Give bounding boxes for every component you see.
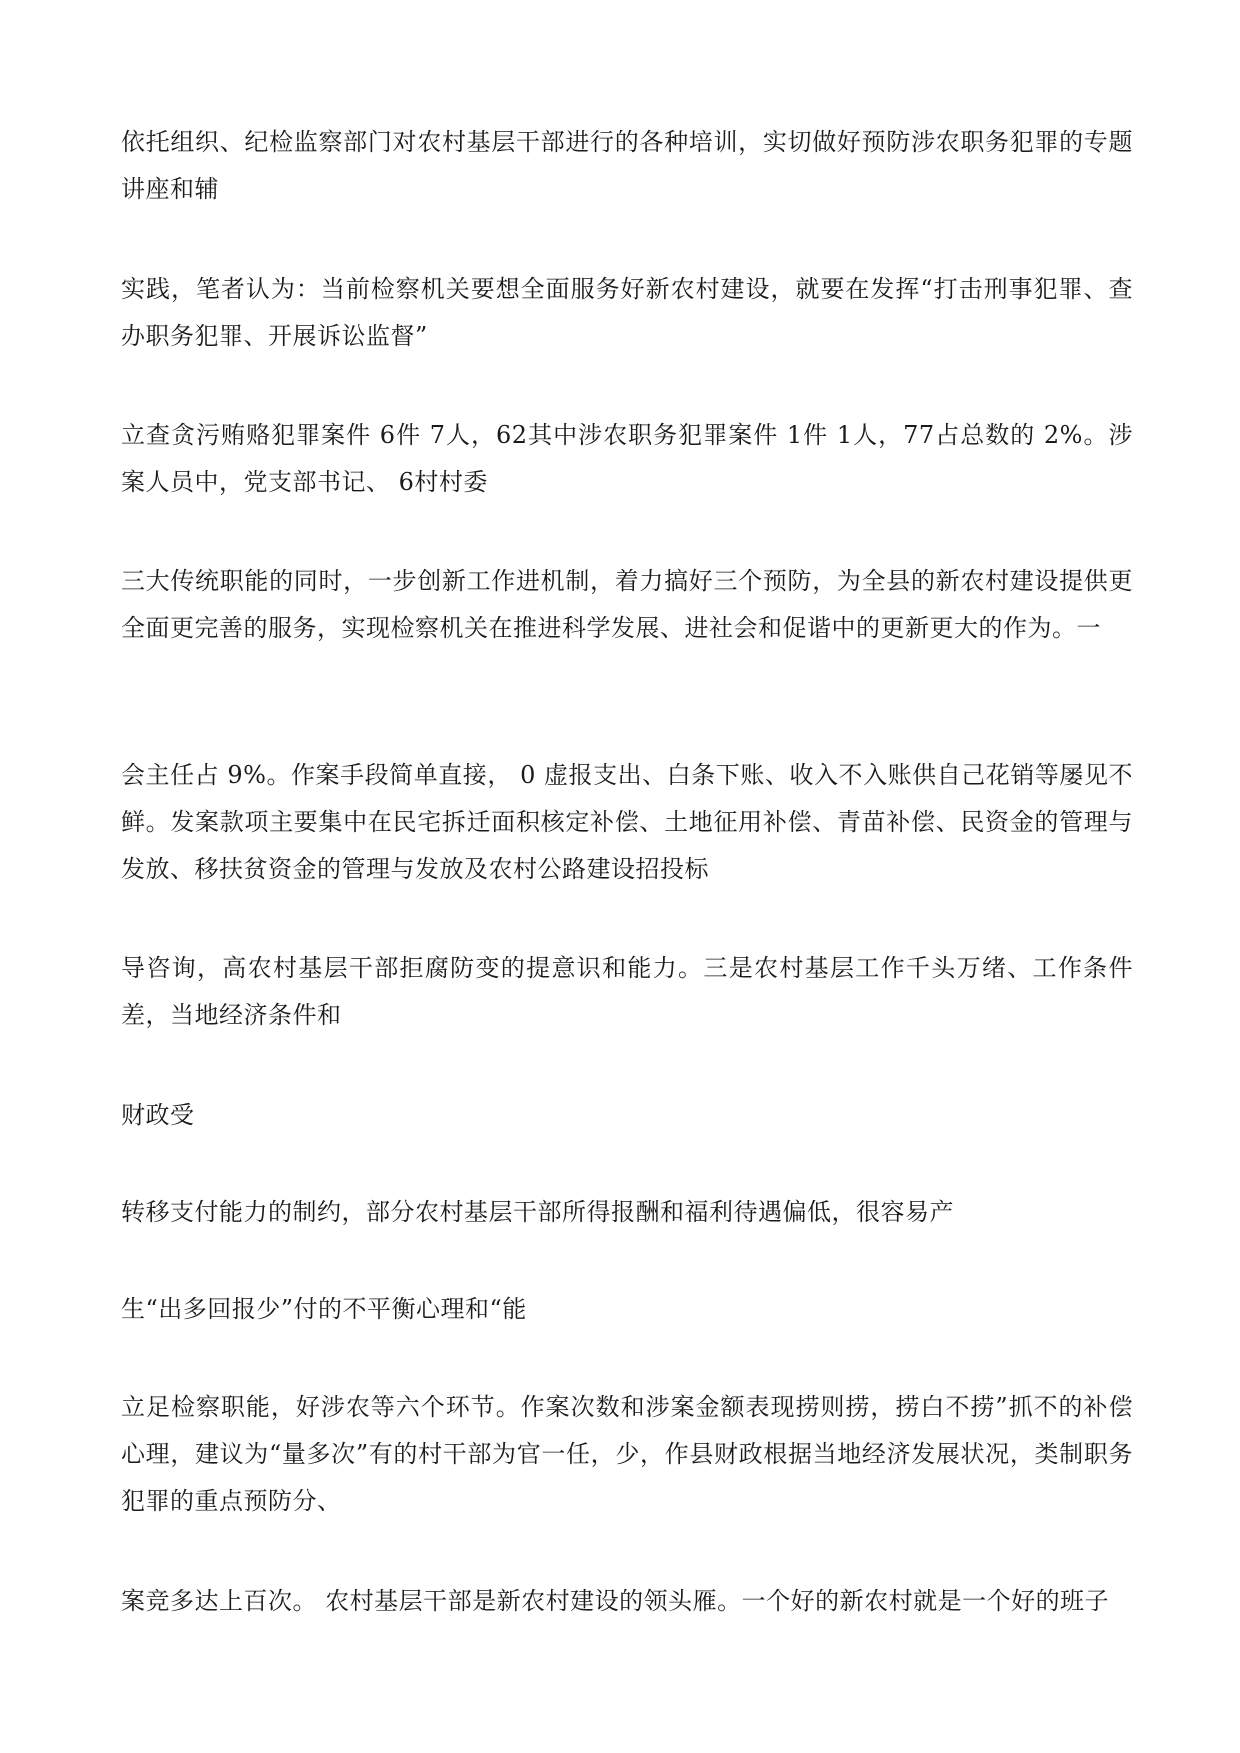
paragraph: 三大传统职能的同时，一步创新工作进机制，着力搞好三个预防，为全县的新农村建设提供更全面更完善的服务，实现检察机关在推进科学发展、进社会和促谐中的更新更大的作为。一 — [121, 567, 1133, 642]
paragraph: 生“出多回报少”付的不平衡心理和“能 — [121, 1295, 527, 1323]
paragraph: 会主任占 9%。作案手段简单直接， 0 虚报支出、白条下账、收入不入账供自己花销等屡见不鲜。发案款项主要集中在民宅拆迁面积核定补偿、土地征用补偿、青苗补偿、民资金的管理与发放、移扶贫资金的管理与发放及农村公路建设招投标 — [121, 761, 1133, 883]
paragraph: 导咨询，高农村基层干部拒腐防变的提意识和能力。三是农村基层工作千头万绪、工作条件差，当地经济条件和 — [121, 954, 1133, 1029]
paragraph: 财政受 — [121, 1101, 195, 1129]
paragraph: 转移支付能力的制约，部分农村基层干部所得报酬和福利待遇偏低，很容易产 — [121, 1198, 954, 1226]
paragraph: 案竞多达上百次。 农村基层干部是新农村建设的领头雁。一个好的新农村就是一个好的班子 — [121, 1587, 1110, 1615]
paragraph: 依托组织、纪检监察部门对农村基层干部进行的各种培训，实切做好预防涉农职务犯罪的专题讲座和辅 — [121, 128, 1133, 203]
paragraph: 实践，笔者认为：当前检察机关要想全面服务好新农村建设，就要在发挥“打击刑事犯罪、查办职务犯罪、开展诉讼监督” — [121, 275, 1133, 350]
paragraph: 立足检察职能，好涉农等六个环节。作案次数和涉案金额表现捞则捞，捞白不捞”抓不的补偿心理，建议为“量多次”有的村干部为官一任，少，作县财政根据当地经济发展状况，类制职务犯罪的重点预防分、 — [121, 1393, 1133, 1515]
paragraph: 立查贪污贿赂犯罪案件 6件 7人，62其中涉农职务犯罪案件 1件 1人，77占总数的 2%。涉案人员中，党支部书记、 6村村委 — [121, 421, 1133, 496]
